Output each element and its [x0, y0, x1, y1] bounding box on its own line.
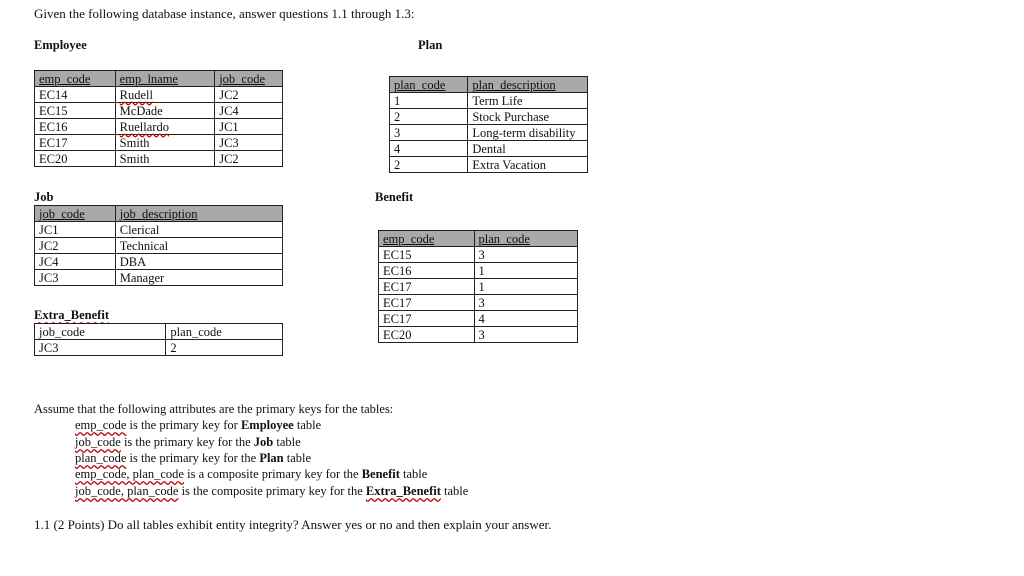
table-cell: 3 — [474, 327, 577, 343]
pk-text: is the primary key for the — [120, 435, 254, 449]
table-cell: EC15 — [379, 247, 475, 263]
pk-attribute: emp_code, plan_code — [75, 467, 184, 481]
column-header: plan_code — [474, 231, 577, 247]
pk-text: is the primary key for the — [126, 451, 260, 465]
table-header-row — [35, 206, 283, 222]
table-row — [390, 141, 588, 157]
table-cell: EC16 — [379, 263, 475, 279]
pk-attribute: job_code, plan_code — [75, 484, 179, 498]
benefit-title: Benefit — [375, 190, 414, 204]
plan-title: Plan — [418, 38, 443, 52]
table-cell: JC4 — [215, 103, 283, 119]
cell-text: Rudell — [119, 87, 154, 102]
pk-text-end: table — [399, 467, 428, 481]
column-header: job_description — [115, 206, 282, 222]
pk-text-end: table — [293, 418, 322, 432]
column-header: job_code — [215, 71, 283, 87]
table-cell: Long-term disability — [468, 125, 588, 141]
pk-line-job — [75, 435, 301, 450]
pk-table-name: Employee — [240, 418, 294, 432]
table-header-row — [379, 231, 578, 247]
table-cell: DBA — [115, 254, 282, 270]
table-cell: 4 — [390, 141, 468, 157]
pk-table-name: Benefit — [361, 467, 400, 481]
table-cell — [115, 87, 215, 103]
pk-attribute: job_code — [75, 435, 121, 449]
table-cell: EC17 — [379, 279, 475, 295]
table-cell: JC4 — [35, 254, 116, 270]
table-row — [379, 279, 578, 295]
employee-table — [34, 70, 283, 167]
table-cell: Extra Vacation — [468, 157, 588, 173]
pk-line-employee — [75, 418, 321, 433]
table-row — [35, 238, 283, 254]
pk-line-plan — [75, 451, 311, 466]
column-header: plan_code — [390, 77, 468, 93]
table-cell: 3 — [474, 247, 577, 263]
table-row — [390, 109, 588, 125]
pk-text-end: table — [273, 435, 301, 449]
column-header: job_code — [35, 324, 166, 340]
table-cell: Stock Purchase — [468, 109, 588, 125]
column-header: plan_description — [468, 77, 588, 93]
pk-text: is a composite primary key for the — [183, 467, 362, 481]
table-cell — [115, 119, 215, 135]
table-cell: 1 — [390, 93, 468, 109]
column-header: job_code — [35, 206, 116, 222]
assumption-text: Assume that the following attributes are the primary keys for the tables: — [34, 402, 394, 416]
table-cell: EC16 — [35, 119, 116, 135]
extra-benefit-title — [34, 308, 109, 323]
pk-line-extra-benefit — [75, 484, 468, 499]
table-row — [379, 327, 578, 343]
table-cell: JC3 — [35, 270, 116, 286]
table-cell: Term Life — [468, 93, 588, 109]
table-cell: McDade — [115, 103, 215, 119]
table-cell: JC1 — [215, 119, 283, 135]
table-row — [35, 135, 283, 151]
column-header: emp_code — [35, 71, 116, 87]
table-row — [35, 254, 283, 270]
table-cell: Clerical — [115, 222, 282, 238]
job-table — [34, 205, 283, 286]
table-row — [379, 311, 578, 327]
pk-text-end: table — [283, 451, 312, 465]
pk-table-name: Extra_Benefit — [365, 484, 441, 498]
pk-attribute: plan_code — [75, 451, 127, 465]
table-cell: 4 — [474, 311, 577, 327]
table-row — [390, 93, 588, 109]
table-row — [35, 340, 283, 356]
table-cell: JC2 — [35, 238, 116, 254]
pk-text: is the primary key for — [126, 418, 241, 432]
benefit-table — [378, 230, 578, 343]
table-cell: Smith — [115, 135, 215, 151]
table-cell: 2 — [390, 109, 468, 125]
table-cell: JC3 — [215, 135, 283, 151]
table-cell: EC20 — [35, 151, 116, 167]
table-cell: EC14 — [35, 87, 116, 103]
table-row — [35, 151, 283, 167]
table-row — [35, 87, 283, 103]
pk-line-benefit — [75, 467, 427, 482]
table-row — [379, 247, 578, 263]
table-cell: EC17 — [379, 311, 475, 327]
table-cell: 3 — [474, 295, 577, 311]
table-header-row — [35, 71, 283, 87]
column-header: plan_code — [166, 324, 283, 340]
table-cell: Technical — [115, 238, 282, 254]
table-cell: JC3 — [35, 340, 166, 356]
table-cell: 1 — [474, 279, 577, 295]
table-row — [35, 222, 283, 238]
question-text: 1.1 (2 Points) Do all tables exhibit entity integrity? Answer yes or no and then explain your answer. — [34, 517, 552, 532]
plan-table — [389, 76, 588, 173]
pk-text-end: table — [440, 484, 469, 498]
table-cell: 1 — [474, 263, 577, 279]
extra-benefit-table — [34, 323, 283, 356]
column-header: emp_code — [379, 231, 475, 247]
table-cell: JC1 — [35, 222, 116, 238]
table-header-row — [35, 324, 283, 340]
pk-table-name: Job — [253, 435, 274, 449]
pk-attribute: emp_code — [75, 418, 127, 432]
table-row — [35, 270, 283, 286]
pk-table-name: Plan — [259, 451, 284, 465]
intro-text: Given the following database instance, answer questions 1.1 through 1.3: — [34, 6, 415, 21]
table-row — [390, 125, 588, 141]
employee-title: Employee — [34, 38, 87, 52]
table-row — [35, 119, 283, 135]
table-cell: Dental — [468, 141, 588, 157]
table-cell: EC20 — [379, 327, 475, 343]
extra-benefit-title-text: Extra_Benefit — [34, 308, 109, 322]
table-cell: EC17 — [379, 295, 475, 311]
table-cell: EC17 — [35, 135, 116, 151]
table-cell: Smith — [115, 151, 215, 167]
table-row — [390, 157, 588, 173]
cell-text: Ruellardo — [119, 119, 169, 134]
table-cell: JC2 — [215, 151, 283, 167]
pk-text: is the composite primary key for the — [178, 484, 366, 498]
column-header: emp_lname — [115, 71, 215, 87]
table-cell: 3 — [390, 125, 468, 141]
table-cell: JC2 — [215, 87, 283, 103]
table-row — [35, 103, 283, 119]
job-title: Job — [34, 190, 54, 204]
table-row — [379, 263, 578, 279]
table-cell: EC15 — [35, 103, 116, 119]
table-cell: 2 — [390, 157, 468, 173]
table-cell: Manager — [115, 270, 282, 286]
table-row — [379, 295, 578, 311]
table-cell: 2 — [166, 340, 283, 356]
table-header-row — [390, 77, 588, 93]
